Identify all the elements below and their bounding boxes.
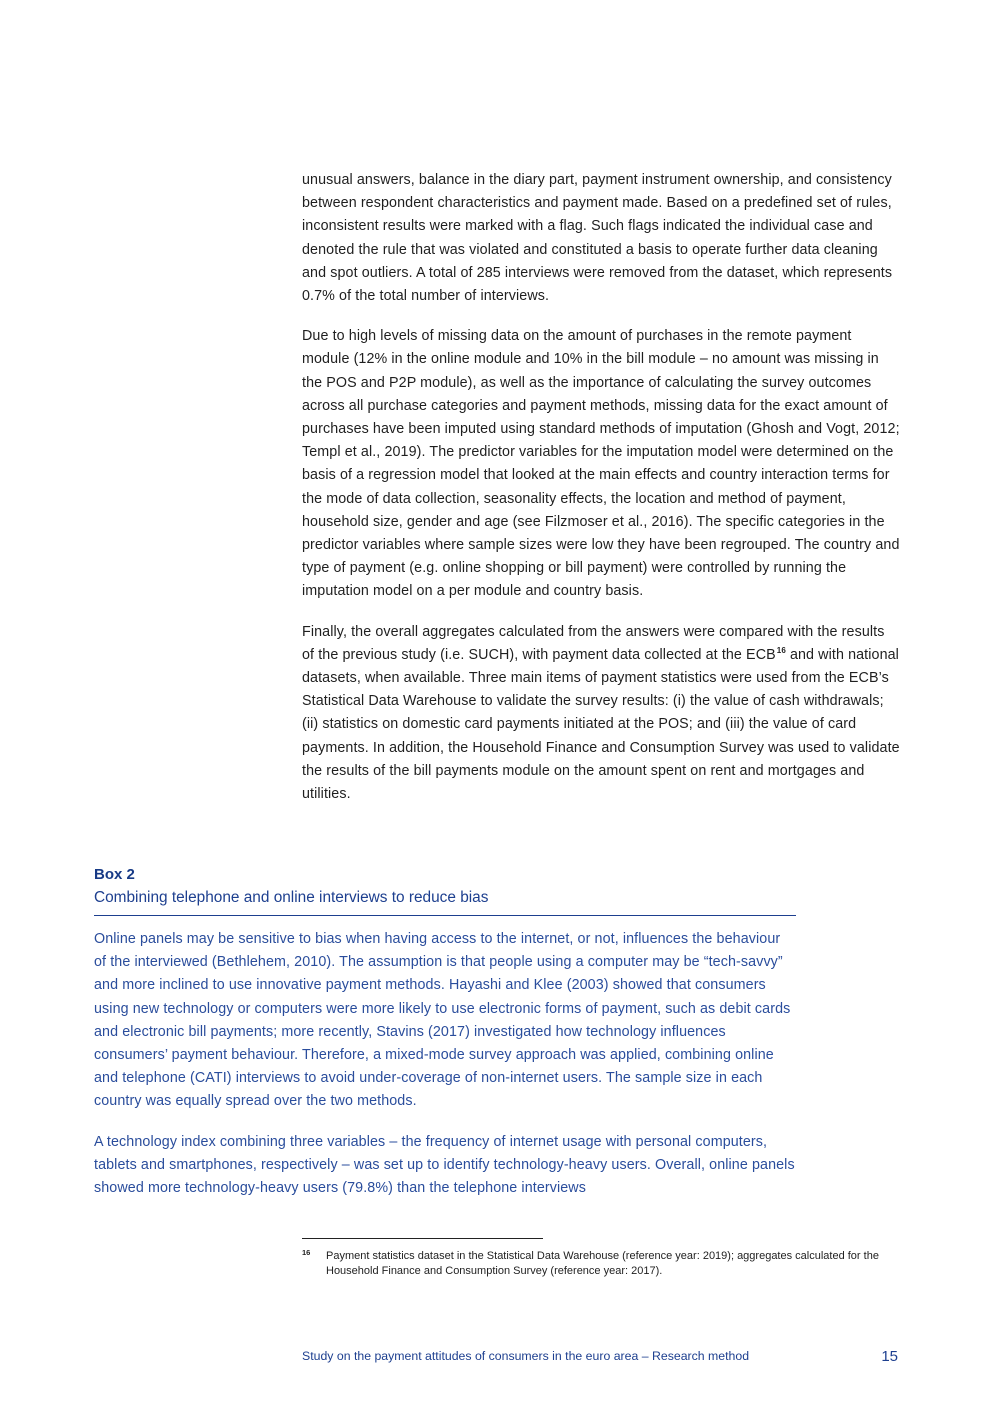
footnote-number: 16 xyxy=(302,1248,311,1257)
footnote-text: Payment statistics dataset in the Statistical Data Warehouse (reference year: 2019); aggregates calculated for the Household Finance and Consumption Survey (reference year: 2017). xyxy=(326,1250,879,1278)
box-label: Box 2 xyxy=(94,866,135,883)
running-footer xyxy=(302,1349,902,1367)
body-paragraph: Due to high levels of missing data on the amount of purchases in the remote payment module (12% in the online module and 10% in the bill module – no amount was missing in the POS and P2P module), as well as the importance of calculating the survey outcomes across all purchase categories and payment methods, missing data for the exact amount of purchases have been imputed using standard methods of imputation (Ghosh and Vogt, 2012; Templ et al., 2019). The predictor variables for the imputation model were determined on the basis of a regression model that looked at the main effects and country interaction terms for the mode of data collection, seasonality effects, the location and method of payment, household size, gender and age (see Filzmoser et al., 2016). The specific categories in the predictor variables where sample sizes were low they have been regrouped. The country and type of payment (e.g. online shopping or bill payment) were controlled by running the imputation model on a per module and country basis. xyxy=(302,328,900,600)
footnote xyxy=(302,1249,882,1280)
box-paragraph: A technology index combining three variables – the frequency of internet usage with personal computers, tablets and smartphones, respectively – was set up to identify technology-heavy users. Overall, online panels showed more technology-heavy users (79.8%) than the telephone interviews xyxy=(94,1133,795,1197)
paragraph-text: Finally, the overall aggregates calculated from the answers were compared with the results of the previous study (i.e. SUCH), with payment data collected at the ECB xyxy=(302,623,885,663)
box-body xyxy=(94,928,796,1200)
body-paragraph: unusual answers, balance in the diary part, payment instrument ownership, and consistency between respondent characteristics and payment made. Based on a predefined set of rules, inconsistent results were marked with a flag. Such flags indicated the individual case and denoted the rule that was violated and constituted a basis to operate further data cleaning and spot outliers. A total of 285 interviews were removed from the dataset, which represents 0.7% of the total number of interviews. xyxy=(302,172,893,305)
footnote-divider xyxy=(302,1238,543,1239)
footnote-reference[interactable]: 16 xyxy=(776,646,786,656)
page-number: 15 xyxy=(881,1348,898,1365)
box-paragraph: Online panels may be sensitive to bias when having access to the internet, or not, influences the behaviour of the interviewed (Bethlehem, 2010). The assumption is that people using a computer may be “tech-savvy” and more inclined to use innovative payment methods. Hayashi and Klee (2003) showed that consumers using new technology or computers were more likely to use electronic forms of payment, such as debit cards and electronic bill payments; more recently, Stavins (2017) investigated how technology influences consumers’ payment behaviour. Therefore, a mixed-mode survey approach was applied, combining online and telephone (CATI) interviews to avoid under-coverage of non-internet users. The sample size in each country was equally spread over the two methods. xyxy=(94,931,791,1110)
paragraph-text: and with national datasets, when available. Three main items of payment statistics were used from the ECB’s Statistical Data Warehouse to validate the survey results: (i) the value of cash withdrawals; (ii) statistics on domestic card payments initiated at the POS; and (iii) the value of card payments. In addition, the Household Finance and Consumption Survey was used to validate the results of the bill payments module on the amount spent on rent and mortgages and utilities. xyxy=(302,646,900,803)
box-title: Combining telephone and online interviews to reduce bias xyxy=(94,887,796,916)
main-text-column xyxy=(302,169,900,823)
footer-title: Study on the payment attitudes of consumers in the euro area – Research method xyxy=(302,1349,750,1363)
body-paragraph-with-footnote xyxy=(302,621,900,807)
box-2 xyxy=(94,865,796,1217)
